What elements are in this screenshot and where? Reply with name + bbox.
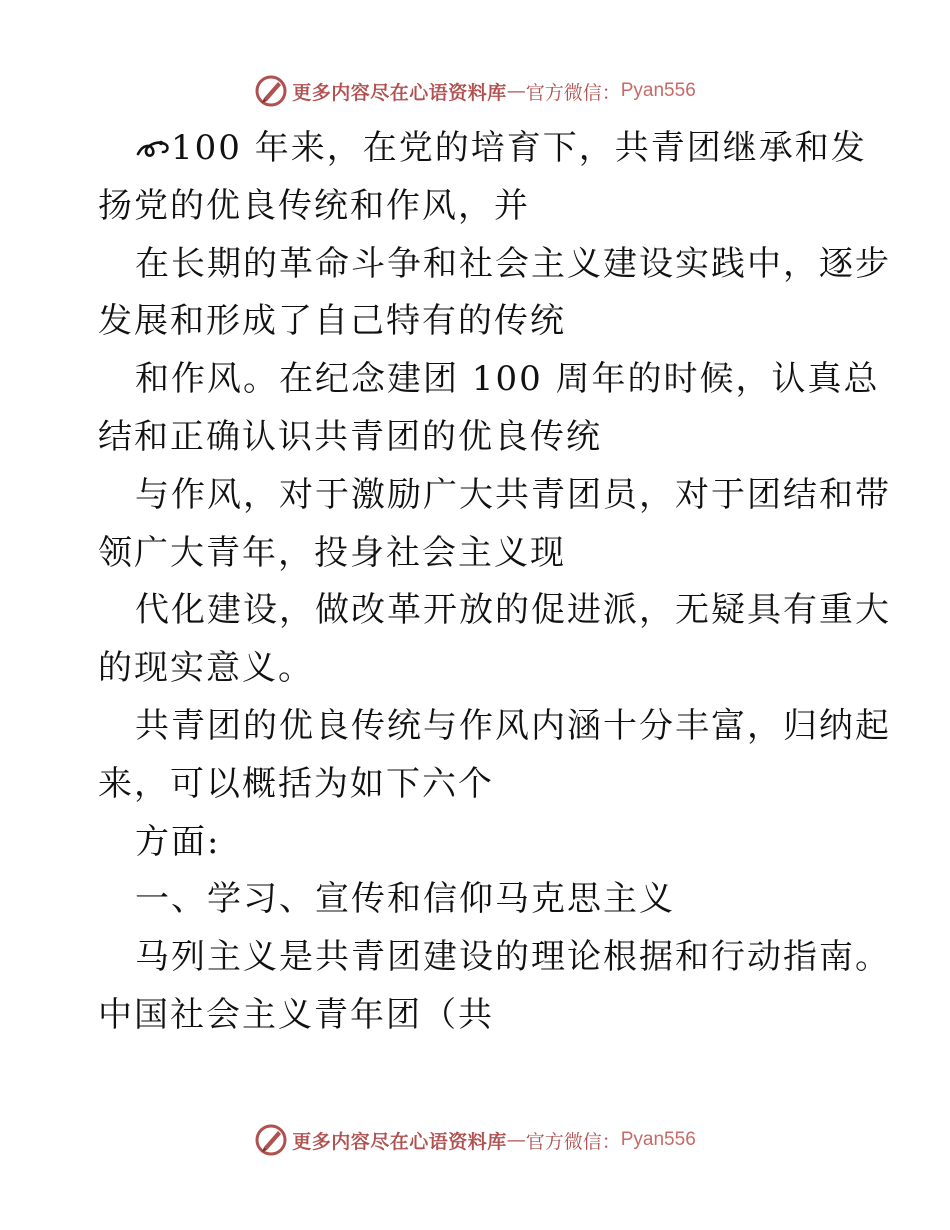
text-line-15: 中国社会主义青年团（共 bbox=[98, 994, 494, 1035]
text-line-5: 结和正确认识共青团的优良传统 bbox=[98, 416, 602, 457]
watermark-wechat-label: 官方微信： bbox=[525, 81, 621, 104]
text-line-0: 100 年来，在党的培育下，共青团继承和发 bbox=[171, 128, 867, 168]
text-line-9: 的现实意义。 bbox=[98, 648, 314, 689]
text-line-7: 领广大青年，投身社会主义现 bbox=[98, 532, 566, 573]
text-line-11: 来，可以概括为如下六个 bbox=[98, 763, 494, 804]
watermark-wechat-label: 官方微信： bbox=[525, 1130, 621, 1153]
text-line bbox=[98, 120, 867, 178]
flourish-icon bbox=[135, 134, 171, 162]
text-line-4: 和作风。在纪念建团 100 周年的时候，认真总 bbox=[135, 359, 880, 400]
text-line-10: 共青团的优良传统与作风内涵十分丰富，归纳起 bbox=[135, 705, 891, 746]
footer-watermark bbox=[0, 1120, 950, 1160]
watermark-wechat-id: Pyan556 bbox=[620, 80, 696, 101]
text-line-14: 马列主义是共青团建设的理论根据和行动指南。 bbox=[135, 937, 891, 978]
watermark-dash: — bbox=[506, 1129, 526, 1151]
watermark-title: 更多内容尽在心语资料库 bbox=[292, 1130, 507, 1153]
header-watermark bbox=[0, 71, 950, 111]
document-body bbox=[98, 120, 891, 1045]
watermark-dash: — bbox=[506, 80, 526, 102]
text-line-3: 发展和形成了自己特有的传统 bbox=[98, 301, 566, 342]
text-line-6: 与作风，对于激励广大共青团员，对于团结和带 bbox=[135, 474, 891, 515]
text-line-1: 扬党的优良传统和作风，并 bbox=[98, 185, 530, 226]
text-line-12: 方面: bbox=[135, 821, 221, 862]
watermark-title: 更多内容尽在心语资料库 bbox=[292, 81, 507, 104]
pen-logo-icon bbox=[254, 1123, 288, 1157]
section-heading: 一、学习、宣传和信仰马克思主义 bbox=[135, 879, 675, 920]
watermark-wechat-id: Pyan556 bbox=[620, 1129, 696, 1150]
pen-logo-icon bbox=[254, 74, 288, 108]
text-line-2: 在长期的革命斗争和社会主义建设实践中，逐步 bbox=[135, 243, 891, 284]
text-line-8: 代化建设，做改革开放的促进派，无疑具有重大 bbox=[135, 590, 891, 631]
